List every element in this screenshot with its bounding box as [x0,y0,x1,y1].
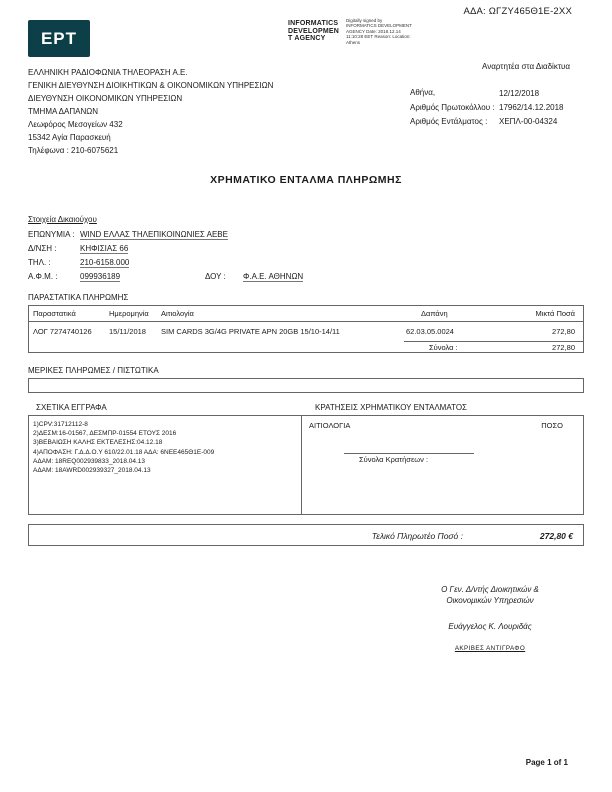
beneficiary-phone-value: 210-6158.000 [80,258,130,267]
deductions-totals-label: Σύνολα Κρατήσεων : [359,455,429,464]
totals-label: Σύνολα : [429,343,458,352]
column-header-gross: Μικτά Ποσά [535,309,575,318]
signature-block [390,584,590,652]
column-header-document: Παραστατικά [33,309,76,318]
certified-copy-note: ΑΚΡΙΒΕΣ ΑΝΤΙΓΡΑΦΟ [454,645,526,652]
stamp-agency-line3: T AGENCY [288,35,326,42]
signatory-title-line1: Ο Γεν. Δ/ντής Διοικητικών & [441,585,539,594]
payments-section-heading: ΠΑΡΑΣΤΑΤΙΚΑ ΠΛΗΡΩΜΗΣ [28,293,129,302]
beneficiary-phone-label: ΤΗΛ. : [28,258,51,267]
beneficiary-afm-value: 099936189 [80,272,121,281]
warrant-number-value: ΧΕΠΛ-00-04324 [499,117,558,126]
final-amount-box [28,524,584,546]
internet-publication-note: Αναρτητέα στα Διαδίκτυα [482,62,570,71]
deductions-reason-header: ΑΙΤΙΟΛΟΓΙΑ [309,421,351,430]
final-amount-label: Τελικό Πληρωτέο Ποσό : [371,531,463,541]
partial-payments-heading: ΜΕΡΙΚΕΣ ΠΛΗΡΩΜΕΣ / ΠΙΣΤΩΤΙΚΑ [28,366,159,375]
final-amount-value: 272,80 € [539,531,573,541]
column-header-date: Ημερομηνία [109,309,149,318]
table-row-document: ΛΟΓ 7274740126 [33,327,92,336]
signatory-name: Ευάγγελος Κ. Λουριδάς [448,622,532,631]
signatory-title-line2: Οικονομικών Υπηρεσιών [446,596,534,605]
beneficiary-heading: Στοιχεία Δικαιούχου [28,215,97,224]
table-row-expense-code: 62.03.05.0024 [406,327,454,336]
document-date: 12/12/2018 [499,89,540,98]
digital-signature-details: Digitally signed by INFORMATICS DEVELOPMENT AGENCY Date: 2018.12.14 11:10:28 EET Reason: Location: Athens [346,18,412,45]
table-row-gross-amount: 272,80 [552,327,575,336]
document-title: ΧΡΗΜΑΤΙΚΟ ΕΝΤΑΛΜΑ ΠΛΗΡΩΜΗΣ [210,174,402,186]
digital-signature-agency [288,20,339,43]
table-header-divider [29,321,583,322]
partial-payments-box [28,378,584,393]
related-document-line: 2)ΔΕΣΜ:16-01567, ΔΕΣΜΠΡ-01554 ΕΤΟΥΣ 2016 [33,430,177,438]
org-line: ΓΕΝΙΚΗ ΔΙΕΥΘΥΝΣΗ ΔΙΟΙΚΗΤΙΚΩΝ & ΟΙΚΟΝΟΜΙΚΩΝ ΥΠΗΡΕΣΙΩΝ [28,81,274,90]
payments-table [28,305,584,353]
totals-divider [404,341,583,342]
beneficiary-address-label: Δ/ΝΣΗ : [28,244,57,253]
org-address-block [28,66,273,157]
beneficiary-name-value: WIND ΕΛΛΑΣ ΤΗΛΕΠΙΚΟΙΝΩΝΙΕΣ ΑΕΒΕ [80,230,228,239]
org-line: 15342 Αγία Παρασκευή [28,133,111,142]
org-line: Τηλέφωνα : 210-6075621 [28,146,119,155]
ada-code: ΑΔΑ: ΩΓΖΥ465Θ1Ε-2ΧΧ [463,6,572,17]
beneficiary-doy-value: Φ.Α.Ε. ΑΘΗΝΩΝ [243,272,304,281]
box-vertical-divider [301,416,302,514]
column-header-expense: Δαπάνη [421,309,448,318]
related-document-line: ΑΔΑΜ: 18REQ002939833_2018.04.13 [33,457,146,465]
related-document-line: 4)ΑΠΟΦΑΣΗ: Γ.Δ.Δ.Ο.Υ 610/22.01.18 ΑΔΑ: 6ΝΕΕ465Θ1Ε-009 [33,448,215,456]
beneficiary-address-value: ΚΗΦΙΣΙΑΣ 66 [80,244,129,253]
org-line: ΤΜΗΜΑ ΔΑΠΑΝΩΝ [28,107,98,116]
table-row-date: 15/11/2018 [109,327,146,336]
warrant-number-label: Αριθμός Εντάλματος : [410,117,488,126]
deductions-heading: ΚΡΑΤΗΣΕΙΣ ΧΡΗΜΑΤΙΚΟΥ ΕΝΤΑΛΜΑΤΟΣ [315,403,467,412]
page-number: Page 1 of 1 [525,758,568,767]
related-documents-list [33,420,214,475]
related-documents-heading: ΣΧΕΤΙΚΑ ΕΓΓΡΑΦΑ [36,403,107,412]
protocol-number-value: 17962/14.12.2018 [499,103,564,112]
org-line: ΕΛΛΗΝΙΚΗ ΡΑΔΙΟΦΩΝΙΑ ΤΗΛΕΟΡΑΣΗ Α.Ε. [28,68,188,77]
deductions-amount-header: ΠΟΣΟ [541,421,563,430]
org-line: Λεωφόρος Μεσογείων 432 [28,120,123,129]
deductions-totals-divider [344,453,474,454]
table-row-description: SIM CARDS 3G/4G PRIVATE APN 20GB 15/10-14/11 [161,327,340,336]
beneficiary-afm-label: Α.Φ.Μ. : [28,272,58,281]
protocol-number-label: Αριθμός Πρωτοκόλλου : [410,103,495,112]
ert-logo [28,20,90,57]
stamp-agency-line2: DEVELOPMEN [288,27,340,35]
ert-logo-text: ΕΡΤ [40,28,78,48]
stamp-agency-line1: INFORMATICS [288,20,339,27]
beneficiary-doy-label: ΔΟΥ : [205,272,226,281]
beneficiary-name-label: ΕΠΩΝΥΜΙΑ : [28,230,75,239]
related-document-line: 1)CPV:31712112-8 [33,421,88,428]
related-document-line: ΑΔΑΜ: 18AWRD002939327_2018.04.13 [33,467,151,475]
column-header-description: Αιτιολογία [161,309,194,318]
totals-value: 272,80 [552,343,575,352]
related-document-line: 3)ΒΕΒΑΙΩΣΗ ΚΑΛΗΣ ΕΚΤΕΛΕΣΗΣ:04.12.18 [33,439,163,447]
city-label: Αθήνα, [410,88,436,97]
related-and-deductions-box [28,415,584,515]
org-line: ΔΙΕΥΘΥΝΣΗ ΟΙΚΟΝΟΜΙΚΩΝ ΥΠΗΡΕΣΙΩΝ [28,94,183,103]
